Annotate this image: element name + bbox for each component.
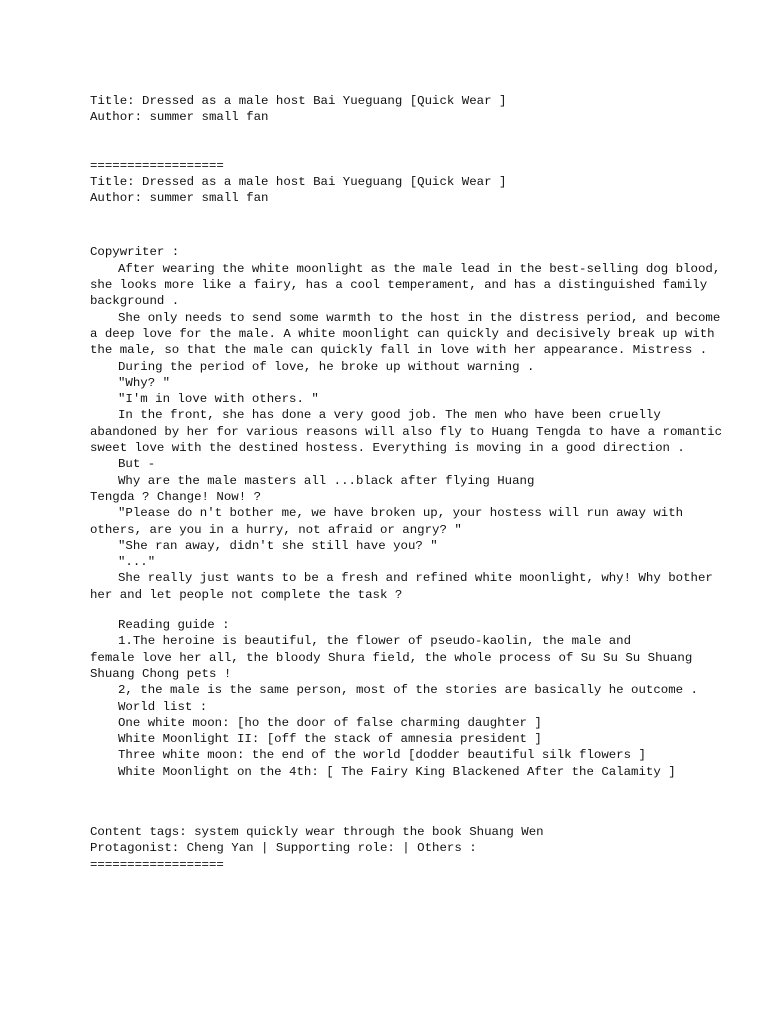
- title-line: Title: Dressed as a male host Bai Yueguang [Quick Wear ]: [90, 174, 507, 189]
- world-list-item: White Moonlight II: [off the stack of amnesia president ]: [118, 732, 542, 747]
- copywriter-line: "I'm in love with others. ": [118, 392, 319, 407]
- reading-guide-line: 2, the male is the same person, most of the stories are basically he outcome .: [118, 683, 698, 698]
- copywriter-line: abandoned by her for various reasons will also fly to Huang Tengda to have a romantic: [90, 424, 723, 439]
- copywriter-line: She really just wants to be a fresh and refined white moonlight, why! Why bother: [118, 571, 713, 586]
- copywriter-line: she looks more like a fairy, has a cool temperament, and has a distinguished family: [90, 278, 708, 293]
- separator-line: ==================: [90, 158, 224, 173]
- author-line: Author: summer small fan: [90, 191, 269, 206]
- copywriter-line: Tengda ? Change! Now! ?: [90, 489, 262, 504]
- copywriter-line: others, are you in a hurry, not afraid or angry? ": [90, 522, 462, 537]
- copywriter-line: the male, so that the male can quickly fall in love with her appearance. Mistress .: [90, 343, 708, 358]
- document-page: [90, 93, 723, 873]
- copywriter-line: sweet love with the destined hostess. Everything is moving in a good direction .: [90, 441, 685, 456]
- copywriter-line: her and let people not complete the task ?: [90, 587, 403, 602]
- copywriter-line: In the front, she has done a very good job. The men who have been cruelly: [118, 408, 661, 423]
- copywriter-line: "She ran away, didn't she still have you? ": [118, 538, 438, 553]
- reading-guide-label: Reading guide :: [118, 618, 230, 633]
- protagonist-line: Protagonist: Cheng Yan | Supporting role: | Others :: [90, 841, 477, 856]
- copywriter-line: She only needs to send some warmth to the host in the distress period, and become: [118, 310, 721, 325]
- world-list-item: Three white moon: the end of the world [dodder beautiful silk flowers ]: [118, 748, 646, 763]
- copywriter-line: "Why? ": [118, 375, 171, 390]
- content-tags-line: Content tags: system quickly wear through the book Shuang Wen: [90, 824, 544, 839]
- copywriter-line: After wearing the white moonlight as the male lead in the best-selling dog blood,: [118, 261, 721, 276]
- copywriter-line: "Please do n't bother me, we have broken up, your hostess will run away with: [118, 506, 684, 521]
- reading-guide-line: 1.The heroine is beautiful, the flower of pseudo-kaolin, the male and: [118, 634, 632, 649]
- separator-line: ==================: [90, 857, 224, 872]
- reading-guide-line: female love her all, the bloody Shura field, the whole process of Su Su Su Shuang: [90, 650, 693, 665]
- author-line: Author: summer small fan: [90, 110, 269, 125]
- copywriter-line: Why are the male masters all ...black after flying Huang: [118, 473, 535, 488]
- world-list-item: One white moon: [ho the door of false charming daughter ]: [118, 715, 542, 730]
- reading-guide-line: Shuang Chong pets !: [90, 666, 232, 681]
- copywriter-line: a deep love for the male. A white moonlight can quickly and decisively break up with: [90, 326, 715, 341]
- world-list-label: World list :: [118, 699, 208, 714]
- copywriter-line: "...": [118, 555, 156, 570]
- copywriter-line: But -: [118, 457, 156, 472]
- copywriter-label: Copywriter :: [90, 245, 180, 260]
- copywriter-line: During the period of love, he broke up without warning .: [118, 359, 535, 374]
- title-line: Title: Dressed as a male host Bai Yueguang [Quick Wear ]: [90, 94, 507, 108]
- world-list-item: White Moonlight on the 4th: [ The Fairy King Blackened After the Calamity ]: [118, 764, 676, 779]
- copywriter-line: background .: [90, 294, 180, 309]
